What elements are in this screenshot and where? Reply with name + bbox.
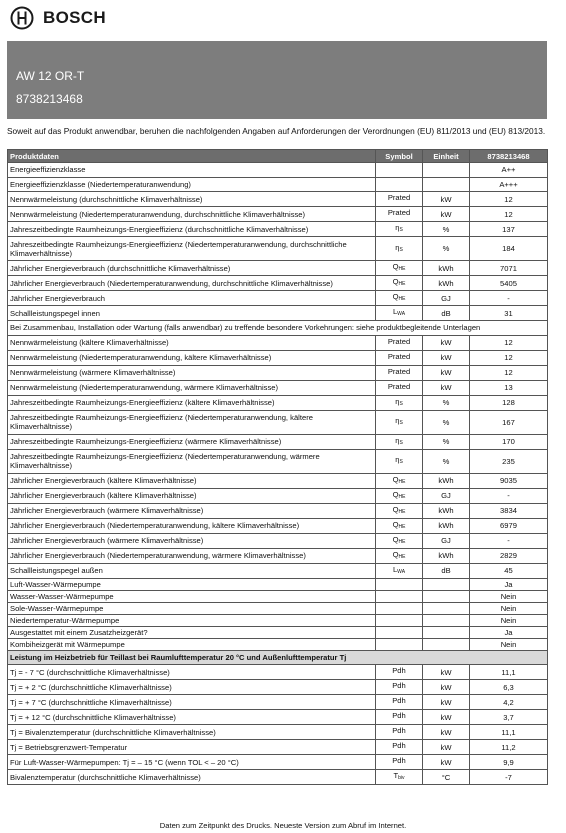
row-symbol <box>376 276 423 291</box>
row-label: Jahreszeitbedingte Raumheizungs-Energieeffizienz (wärmere Klimaverhältnisse) <box>8 434 376 449</box>
row-symbol <box>376 578 423 590</box>
table-row <box>8 177 548 192</box>
table-row <box>8 740 548 755</box>
row-label: Jährlicher Energieverbrauch <box>8 291 376 306</box>
header-value: 8738213468 <box>470 150 548 163</box>
row-label: Jahreszeitbedingte Raumheizungs-Energieeffizienz (kältere Klimaverhältnisse) <box>8 395 376 410</box>
row-unit: GJ <box>423 291 470 306</box>
row-symbol <box>376 770 423 785</box>
row-value: 12 <box>470 335 548 350</box>
section-text: Leistung im Heizbetrieb für Teillast bei Raumlufttemperatur 20 °C und Außenlufttemperatur Tj <box>8 650 548 665</box>
row-label: Tj = + 12 °C (durchschnittliche Klimaverhältnisse) <box>8 710 376 725</box>
table-row <box>8 518 548 533</box>
row-value: - <box>470 488 548 503</box>
table-row <box>8 395 548 410</box>
row-unit: kW <box>423 680 470 695</box>
symbol-main: Q <box>392 262 399 272</box>
row-label: Luft-Wasser-Wärmepumpe <box>8 578 376 590</box>
row-value: 235 <box>470 449 548 473</box>
row-symbol <box>376 350 423 365</box>
symbol-main: T <box>393 771 399 781</box>
row-value: Ja <box>470 578 548 590</box>
row-unit: kW <box>423 335 470 350</box>
row-unit: dB <box>423 563 470 578</box>
table-row <box>8 276 548 291</box>
table-row <box>8 680 548 695</box>
symbol-main: η <box>395 223 400 233</box>
symbol-main: Prated <box>387 336 411 346</box>
row-symbol <box>376 725 423 740</box>
row-label: Ausgestattet mit einem Zusatzheizgerät? <box>8 626 376 638</box>
bosch-armature-icon <box>10 6 34 30</box>
row-unit: % <box>423 410 470 434</box>
table-row <box>8 488 548 503</box>
row-value: 9,9 <box>470 755 548 770</box>
table-row <box>8 449 548 473</box>
symbol-main: Pdh <box>392 726 406 736</box>
row-symbol <box>376 434 423 449</box>
row-label: Jährlicher Energieverbrauch (wärmere Klimaverhältnisse) <box>8 533 376 548</box>
row-label: Nennwärmeleistung (durchschnittliche Klimaverhältnisse) <box>8 192 376 207</box>
symbol-subscript: biv <box>398 775 405 782</box>
symbol-subscript: WA <box>397 568 406 575</box>
symbol-main: Prated <box>387 351 411 361</box>
row-value: 6,3 <box>470 680 548 695</box>
row-unit: kWh <box>423 473 470 488</box>
row-value: 12 <box>470 365 548 380</box>
row-label: Niedertemperatur-Wärmepumpe <box>8 614 376 626</box>
row-value: Nein <box>470 638 548 650</box>
row-value: A++ <box>470 163 548 178</box>
row-label: Jährlicher Energieverbrauch (kältere Klimaverhältnisse) <box>8 488 376 503</box>
row-label: Jährlicher Energieverbrauch (durchschnittliche Klimaverhältnisse) <box>8 261 376 276</box>
row-value: 137 <box>470 222 548 237</box>
model-name: AW 12 OR-T <box>16 69 85 83</box>
row-label: Für Luft-Wasser-Wärmepumpen: Tj = – 15 °C (wenn TOL < – 20 °C) <box>8 755 376 770</box>
symbol-main: Pdh <box>392 696 406 706</box>
row-unit <box>423 590 470 602</box>
row-unit: kWh <box>423 503 470 518</box>
row-value: 11,1 <box>470 725 548 740</box>
row-unit: % <box>423 449 470 473</box>
bosch-logo <box>10 6 106 30</box>
symbol-subscript: HE <box>398 553 406 560</box>
row-unit: kW <box>423 710 470 725</box>
row-value: - <box>470 291 548 306</box>
row-value: 31 <box>470 306 548 321</box>
row-value: 12 <box>470 207 548 222</box>
row-value: Nein <box>470 602 548 614</box>
symbol-subscript: S <box>399 246 403 253</box>
symbol-main: Pdh <box>392 711 406 721</box>
row-symbol <box>376 395 423 410</box>
table-row <box>8 473 548 488</box>
row-label: Nennwärmeleistung (kältere Klimaverhältnisse) <box>8 335 376 350</box>
row-value: 12 <box>470 350 548 365</box>
symbol-subscript: S <box>399 227 403 234</box>
article-number: 8738213468 <box>16 92 83 106</box>
symbol-main: Q <box>392 474 399 484</box>
row-value: 2829 <box>470 548 548 563</box>
symbol-main: Q <box>392 292 399 302</box>
row-value: 12 <box>470 192 548 207</box>
row-unit: % <box>423 222 470 237</box>
row-unit: kW <box>423 665 470 680</box>
row-label: Jahreszeitbedingte Raumheizungs-Energieeffizienz (durchschnittliche Klimaverhältnisse) <box>8 222 376 237</box>
row-label: Tj = Bivalenztemperatur (durchschnittliche Klimaverhältnisse) <box>8 725 376 740</box>
row-unit: % <box>423 237 470 261</box>
row-symbol <box>376 306 423 321</box>
row-unit <box>423 602 470 614</box>
table-row <box>8 261 548 276</box>
row-unit: kW <box>423 365 470 380</box>
row-symbol <box>376 533 423 548</box>
symbol-main: Pdh <box>392 756 406 766</box>
symbol-subscript: S <box>399 439 403 446</box>
row-unit: kWh <box>423 548 470 563</box>
row-symbol <box>376 335 423 350</box>
row-value: 128 <box>470 395 548 410</box>
row-unit <box>423 163 470 178</box>
table-row <box>8 365 548 380</box>
row-symbol <box>376 614 423 626</box>
row-label: Nennwärmeleistung (Niedertemperaturanwendung, durchschnittliche Klimaverhältnisse) <box>8 207 376 222</box>
row-symbol <box>376 365 423 380</box>
table-row <box>8 335 548 350</box>
row-symbol <box>376 563 423 578</box>
table-row <box>8 710 548 725</box>
row-symbol <box>376 503 423 518</box>
table-row <box>8 306 548 321</box>
row-unit: kW <box>423 207 470 222</box>
row-value: Nein <box>470 614 548 626</box>
row-label: Nennwärmeleistung (wärmere Klimaverhältnisse) <box>8 365 376 380</box>
table-row <box>8 350 548 365</box>
row-unit: °C <box>423 770 470 785</box>
row-unit <box>423 177 470 192</box>
symbol-main: η <box>395 435 400 445</box>
table-row <box>8 578 548 590</box>
row-symbol <box>376 626 423 638</box>
header-product-data: Produktdaten <box>8 150 376 163</box>
symbol-subscript: HE <box>398 493 406 500</box>
symbol-subscript: HE <box>398 538 406 545</box>
row-unit: % <box>423 395 470 410</box>
table-row <box>8 665 548 680</box>
row-symbol <box>376 755 423 770</box>
row-unit: kW <box>423 380 470 395</box>
row-symbol <box>376 410 423 434</box>
row-label: Jährlicher Energieverbrauch (wärmere Klimaverhältnisse) <box>8 503 376 518</box>
row-unit: kW <box>423 350 470 365</box>
print-note: Daten zum Zeitpunkt des Drucks. Neueste Version zum Abruf im Internet. <box>159 821 407 830</box>
table-row <box>8 602 548 614</box>
symbol-main: Prated <box>387 193 411 203</box>
row-label: Jährlicher Energieverbrauch (Niedertemperaturanwendung, wärmere Klimaverhältnisse) <box>8 548 376 563</box>
row-value: 167 <box>470 410 548 434</box>
row-unit <box>423 614 470 626</box>
row-value: 3834 <box>470 503 548 518</box>
symbol-main: Q <box>392 549 399 559</box>
table-header-row <box>8 150 548 163</box>
row-symbol <box>376 473 423 488</box>
table-row <box>8 237 548 261</box>
symbol-main: Q <box>392 504 399 514</box>
symbol-main: Prated <box>387 381 411 391</box>
brand-name: BOSCH <box>43 8 106 27</box>
row-value: Nein <box>470 590 548 602</box>
regulation-note: Soweit auf das Produkt anwendbar, beruhen die nachfolgenden Angaben auf Anforderungen der Verordnungen (EU) 811/2013 und (EU) 813/2013. <box>7 126 546 136</box>
symbol-subscript: HE <box>398 478 406 485</box>
symbol-subscript: HE <box>398 266 406 273</box>
row-unit: kWh <box>423 261 470 276</box>
row-unit: GJ <box>423 533 470 548</box>
row-symbol <box>376 548 423 563</box>
row-unit: kW <box>423 740 470 755</box>
row-symbol <box>376 680 423 695</box>
symbol-main: Q <box>392 489 399 499</box>
symbol-main: η <box>395 416 400 426</box>
row-value: 170 <box>470 434 548 449</box>
row-symbol <box>376 488 423 503</box>
row-symbol <box>376 237 423 261</box>
table-row <box>8 222 548 237</box>
row-label: Jährlicher Energieverbrauch (Niedertemperaturanwendung, durchschnittliche Klimaverhältnisse) <box>8 276 376 291</box>
row-unit: dB <box>423 306 470 321</box>
symbol-main: Q <box>392 519 399 529</box>
row-unit: % <box>423 434 470 449</box>
row-symbol <box>376 222 423 237</box>
row-value: 184 <box>470 237 548 261</box>
row-value: 3,7 <box>470 710 548 725</box>
product-data-table <box>7 149 548 785</box>
row-label: Jahreszeitbedingte Raumheizungs-Energieeffizienz (Niedertemperaturanwendung, durchschnittliche Klimaverhältnisse) <box>8 237 376 261</box>
table-row <box>8 626 548 638</box>
symbol-subscript: S <box>399 400 403 407</box>
row-label: Jahreszeitbedingte Raumheizungs-Energieeffizienz (Niedertemperaturanwendung, wärmere Klimaverhältnisse) <box>8 449 376 473</box>
row-value: Ja <box>470 626 548 638</box>
row-label: Tj = + 2 °C (durchschnittliche Klimaverhältnisse) <box>8 680 376 695</box>
row-unit: kW <box>423 725 470 740</box>
row-label: Jährlicher Energieverbrauch (kältere Klimaverhältnisse) <box>8 473 376 488</box>
section-row <box>8 321 548 336</box>
row-label: Schallleistungspegel innen <box>8 306 376 321</box>
row-unit <box>423 578 470 590</box>
section-row <box>8 650 548 665</box>
row-unit: kW <box>423 755 470 770</box>
row-label: Jährlicher Energieverbrauch (Niedertemperaturanwendung, kältere Klimaverhältnisse) <box>8 518 376 533</box>
row-value: 45 <box>470 563 548 578</box>
symbol-subscript: HE <box>398 296 406 303</box>
row-unit: kWh <box>423 518 470 533</box>
symbol-subscript: HE <box>398 523 406 530</box>
row-value: 7071 <box>470 261 548 276</box>
row-label: Energieeffizienzklasse (Niedertemperaturanwendung) <box>8 177 376 192</box>
table-row <box>8 533 548 548</box>
row-value: 9035 <box>470 473 548 488</box>
row-value: 5405 <box>470 276 548 291</box>
row-label: Wasser-Wasser-Wärmepumpe <box>8 590 376 602</box>
header-symbol: Symbol <box>376 150 423 163</box>
row-symbol <box>376 518 423 533</box>
row-label: Jahreszeitbedingte Raumheizungs-Energieeffizienz (Niedertemperaturanwendung, kältere Klimaverhältnisse) <box>8 410 376 434</box>
row-label: Kombiheizgerät mit Wärmepumpe <box>8 638 376 650</box>
row-label: Energieeffizienzklasse <box>8 163 376 178</box>
row-label: Tj = + 7 °C (durchschnittliche Klimaverhältnisse) <box>8 695 376 710</box>
symbol-main: Prated <box>387 366 411 376</box>
row-label: Tj = - 7 °C (durchschnittliche Klimaverhältnisse) <box>8 665 376 680</box>
table-row <box>8 503 548 518</box>
row-symbol <box>376 710 423 725</box>
header-unit: Einheit <box>423 150 470 163</box>
table-row <box>8 434 548 449</box>
row-symbol <box>376 207 423 222</box>
table-row <box>8 590 548 602</box>
table-row <box>8 755 548 770</box>
row-symbol <box>376 291 423 306</box>
table-row <box>8 638 548 650</box>
table-row <box>8 695 548 710</box>
row-unit: kWh <box>423 276 470 291</box>
row-label: Nennwärmeleistung (Niedertemperaturanwendung, kältere Klimaverhältnisse) <box>8 350 376 365</box>
row-label: Bivalenztemperatur (durchschnittliche Klimaverhältnisse) <box>8 770 376 785</box>
row-unit: kW <box>423 192 470 207</box>
table-row <box>8 548 548 563</box>
row-symbol <box>376 380 423 395</box>
row-label: Sole-Wasser-Wärmepumpe <box>8 602 376 614</box>
row-symbol <box>376 163 423 178</box>
row-value: 6979 <box>470 518 548 533</box>
symbol-main: η <box>395 242 400 252</box>
table-row <box>8 207 548 222</box>
table-row <box>8 380 548 395</box>
table-row <box>8 291 548 306</box>
product-banner <box>7 41 547 119</box>
row-symbol <box>376 665 423 680</box>
symbol-main: Q <box>392 534 399 544</box>
table-row <box>8 563 548 578</box>
row-unit: GJ <box>423 488 470 503</box>
row-value: 13 <box>470 380 548 395</box>
symbol-main: Pdh <box>392 741 406 751</box>
row-label: Schallleistungspegel außen <box>8 563 376 578</box>
row-symbol <box>376 192 423 207</box>
table-row <box>8 410 548 434</box>
row-symbol <box>376 449 423 473</box>
row-label: Tj = Betriebsgrenzwert-Temperatur <box>8 740 376 755</box>
row-value: -7 <box>470 770 548 785</box>
table-row <box>8 770 548 785</box>
table-row <box>8 725 548 740</box>
row-unit: kW <box>423 695 470 710</box>
row-value: - <box>470 533 548 548</box>
row-symbol <box>376 261 423 276</box>
row-unit <box>423 626 470 638</box>
symbol-subscript: WA <box>397 311 406 318</box>
table-row <box>8 192 548 207</box>
table-row <box>8 614 548 626</box>
row-symbol <box>376 602 423 614</box>
row-label: Nennwärmeleistung (Niedertemperaturanwendung, wärmere Klimaverhältnisse) <box>8 380 376 395</box>
symbol-main: L <box>392 564 398 574</box>
symbol-subscript: S <box>399 420 403 427</box>
symbol-main: L <box>392 307 398 317</box>
symbol-subscript: S <box>399 459 403 466</box>
row-symbol <box>376 177 423 192</box>
row-value: 4,2 <box>470 695 548 710</box>
symbol-main: Prated <box>387 208 411 218</box>
row-value: A+++ <box>470 177 548 192</box>
row-symbol <box>376 740 423 755</box>
table-row <box>8 163 548 178</box>
symbol-main: Pdh <box>392 681 406 691</box>
symbol-main: η <box>395 455 400 465</box>
row-symbol <box>376 638 423 650</box>
symbol-main: Pdh <box>392 666 406 676</box>
row-symbol <box>376 590 423 602</box>
row-unit <box>423 638 470 650</box>
row-symbol <box>376 695 423 710</box>
symbol-subscript: HE <box>398 281 406 288</box>
symbol-main: η <box>395 396 400 406</box>
symbol-subscript: HE <box>398 508 406 515</box>
row-value: 11,2 <box>470 740 548 755</box>
symbol-main: Q <box>392 277 399 287</box>
section-text: Bei Zusammenbau, Installation oder Wartung (falls anwendbar) zu treffende besondere Vorkehrungen: siehe produktbegleitende Unterlagen <box>8 321 548 336</box>
row-value: 11,1 <box>470 665 548 680</box>
